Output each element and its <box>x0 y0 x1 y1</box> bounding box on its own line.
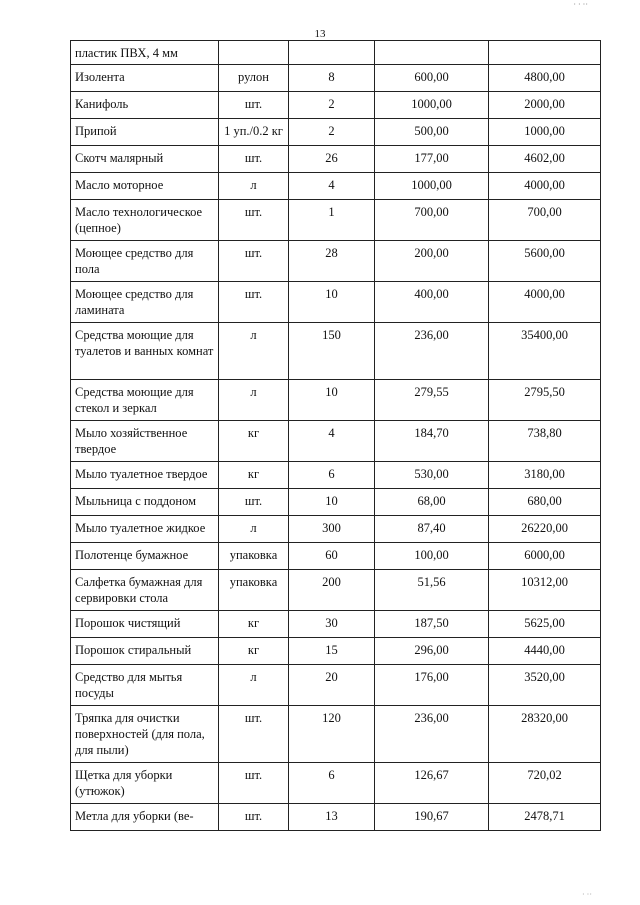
table-row <box>71 241 601 282</box>
table-row <box>71 282 601 323</box>
item-name-cell: Припой <box>71 119 219 146</box>
unit-cell: шт. <box>219 706 289 763</box>
table-row <box>71 323 601 380</box>
quantity-cell: 4 <box>289 421 375 462</box>
item-name-cell: Моющее средство для ламината <box>71 282 219 323</box>
total-cell: 1000,00 <box>489 119 601 146</box>
quantity-cell: 300 <box>289 516 375 543</box>
total-cell: 700,00 <box>489 200 601 241</box>
price-cell: 190,67 <box>375 804 489 831</box>
price-cell: 500,00 <box>375 119 489 146</box>
total-cell: 4800,00 <box>489 65 601 92</box>
table-row <box>71 665 601 706</box>
table-row <box>71 763 601 804</box>
quantity-cell: 26 <box>289 146 375 173</box>
unit-cell: л <box>219 173 289 200</box>
table-row <box>71 804 601 831</box>
table-row <box>71 200 601 241</box>
unit-cell: кг <box>219 421 289 462</box>
price-cell: 176,00 <box>375 665 489 706</box>
price-cell: 600,00 <box>375 65 489 92</box>
quantity-cell: 150 <box>289 323 375 380</box>
quantity-cell: 2 <box>289 119 375 146</box>
table-row <box>71 543 601 570</box>
quantity-cell: 120 <box>289 706 375 763</box>
total-cell: 10312,00 <box>489 570 601 611</box>
unit-cell: шт. <box>219 92 289 119</box>
table-row <box>71 570 601 611</box>
unit-cell: кг <box>219 611 289 638</box>
table-row <box>71 380 601 421</box>
unit-cell: рулон <box>219 65 289 92</box>
unit-cell: упаковка <box>219 570 289 611</box>
quantity-cell: 4 <box>289 173 375 200</box>
item-name-cell: Скотч малярный <box>71 146 219 173</box>
total-cell: 28320,00 <box>489 706 601 763</box>
item-name-cell: Мыльница с поддоном <box>71 489 219 516</box>
unit-cell: 1 уп./0.2 кг <box>219 119 289 146</box>
item-name-cell: Мыло туалетное твердое <box>71 462 219 489</box>
scan-corner-mark-bottom: · ·· <box>582 890 592 899</box>
quantity-cell: 13 <box>289 804 375 831</box>
total-cell: 3520,00 <box>489 665 601 706</box>
item-name-cell: Масло технологическое (цепное) <box>71 200 219 241</box>
price-cell: 100,00 <box>375 543 489 570</box>
total-cell: 738,80 <box>489 421 601 462</box>
total-cell: 35400,00 <box>489 323 601 380</box>
quantity-cell: 2 <box>289 92 375 119</box>
quantity-cell: 6 <box>289 462 375 489</box>
total-cell: 3180,00 <box>489 462 601 489</box>
quantity-cell: 6 <box>289 763 375 804</box>
total-cell: 26220,00 <box>489 516 601 543</box>
table-row <box>71 92 601 119</box>
item-name-cell: Средства моющие для туалетов и ванных комнат <box>71 323 219 380</box>
item-name-cell: Средства моющие для стекол и зеркал <box>71 380 219 421</box>
total-cell: 720,02 <box>489 763 601 804</box>
supplies-table <box>70 40 601 831</box>
total-cell: 5600,00 <box>489 241 601 282</box>
table-row <box>71 119 601 146</box>
total-cell: 2478,71 <box>489 804 601 831</box>
item-name-cell: Порошок стиральный <box>71 638 219 665</box>
item-name-cell: Масло моторное <box>71 173 219 200</box>
unit-cell: шт. <box>219 804 289 831</box>
unit-cell: упаковка <box>219 543 289 570</box>
price-cell: 236,00 <box>375 706 489 763</box>
price-cell: 700,00 <box>375 200 489 241</box>
quantity-cell: 10 <box>289 282 375 323</box>
table-row <box>71 638 601 665</box>
total-cell: 4000,00 <box>489 282 601 323</box>
price-cell: 296,00 <box>375 638 489 665</box>
total-cell: 6000,00 <box>489 543 601 570</box>
table-row <box>71 462 601 489</box>
total-cell <box>489 41 601 65</box>
unit-cell: л <box>219 516 289 543</box>
unit-cell: кг <box>219 462 289 489</box>
price-cell: 1000,00 <box>375 173 489 200</box>
total-cell: 4000,00 <box>489 173 601 200</box>
table-row <box>71 706 601 763</box>
price-cell: 87,40 <box>375 516 489 543</box>
page-number: 13 <box>314 28 326 40</box>
item-name-cell: пластик ПВХ, 4 мм <box>71 41 219 65</box>
total-cell: 5625,00 <box>489 611 601 638</box>
item-name-cell: Метла для уборки (ве- <box>71 804 219 831</box>
table-row <box>71 516 601 543</box>
item-name-cell: Моющее средство для пола <box>71 241 219 282</box>
unit-cell: шт. <box>219 241 289 282</box>
item-name-cell: Мыло хозяйственное твердое <box>71 421 219 462</box>
table-row <box>71 421 601 462</box>
unit-cell: шт. <box>219 489 289 516</box>
unit-cell: кг <box>219 638 289 665</box>
unit-cell: л <box>219 323 289 380</box>
table-row <box>71 173 601 200</box>
total-cell: 2795,50 <box>489 380 601 421</box>
price-cell: 530,00 <box>375 462 489 489</box>
quantity-cell: 10 <box>289 489 375 516</box>
item-name-cell: Мыло туалетное жидкое <box>71 516 219 543</box>
item-name-cell: Канифоль <box>71 92 219 119</box>
price-cell: 126,67 <box>375 763 489 804</box>
unit-cell <box>219 41 289 65</box>
price-cell: 177,00 <box>375 146 489 173</box>
item-name-cell: Полотенце бумажное <box>71 543 219 570</box>
quantity-cell: 8 <box>289 65 375 92</box>
item-name-cell: Изолента <box>71 65 219 92</box>
quantity-cell: 200 <box>289 570 375 611</box>
table-row <box>71 41 601 65</box>
price-cell: 400,00 <box>375 282 489 323</box>
item-name-cell: Тряпка для очистки поверхностей (для пола, для пыли) <box>71 706 219 763</box>
unit-cell: л <box>219 665 289 706</box>
price-cell: 1000,00 <box>375 92 489 119</box>
unit-cell: шт. <box>219 763 289 804</box>
price-cell <box>375 41 489 65</box>
total-cell: 4602,00 <box>489 146 601 173</box>
quantity-cell: 15 <box>289 638 375 665</box>
price-cell: 184,70 <box>375 421 489 462</box>
table-row <box>71 611 601 638</box>
item-name-cell: Щетка для уборки (утюжок) <box>71 763 219 804</box>
quantity-cell: 10 <box>289 380 375 421</box>
table-body <box>71 41 601 831</box>
unit-cell: шт. <box>219 282 289 323</box>
total-cell: 2000,00 <box>489 92 601 119</box>
quantity-cell: 30 <box>289 611 375 638</box>
table-row <box>71 489 601 516</box>
price-cell: 200,00 <box>375 241 489 282</box>
unit-cell: шт. <box>219 146 289 173</box>
unit-cell: л <box>219 380 289 421</box>
item-name-cell: Салфетка бумажная для сервировки стола <box>71 570 219 611</box>
price-cell: 236,00 <box>375 323 489 380</box>
total-cell: 4440,00 <box>489 638 601 665</box>
price-cell: 68,00 <box>375 489 489 516</box>
unit-cell: шт. <box>219 200 289 241</box>
table-row <box>71 65 601 92</box>
quantity-cell: 60 <box>289 543 375 570</box>
price-cell: 187,50 <box>375 611 489 638</box>
price-cell: 51,56 <box>375 570 489 611</box>
price-cell: 279,55 <box>375 380 489 421</box>
table-row <box>71 146 601 173</box>
scan-corner-mark: · · ·· <box>573 0 588 9</box>
quantity-cell: 28 <box>289 241 375 282</box>
total-cell: 680,00 <box>489 489 601 516</box>
quantity-cell: 1 <box>289 200 375 241</box>
quantity-cell: 20 <box>289 665 375 706</box>
item-name-cell: Порошок чистящий <box>71 611 219 638</box>
item-name-cell: Средство для мытья посуды <box>71 665 219 706</box>
quantity-cell <box>289 41 375 65</box>
